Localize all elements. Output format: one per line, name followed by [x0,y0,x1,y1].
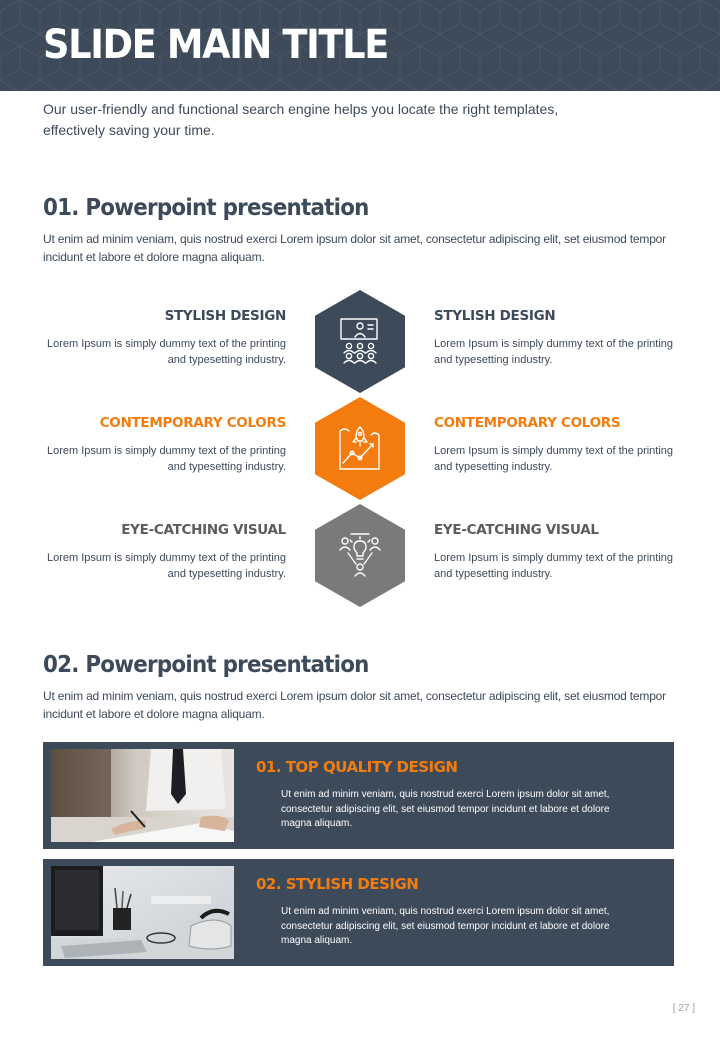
feature-2-left-title: CONTEMPORARY COLORS [99,415,286,431]
feature-2-left-text: Lorem Ipsum is simply dummy text of the printing and typesetting industry. [46,445,286,473]
intro-text: Our user-friendly and functional search engine helps you locate the right templates, effectively saving your time. [43,101,559,138]
feature-1-left-text: Lorem Ipsum is simply dummy text of the printing and typesetting industry. [46,338,286,366]
section-2-title: 02. Powerpoint presentation [43,652,369,678]
card-2-title: 02. STYLISH DESIGN [256,875,419,893]
feature-3-left-title: EYE-CATCHING VISUAL [121,522,286,538]
feature-3-left-text: Lorem Ipsum is simply dummy text of the printing and typesetting industry. [46,552,286,580]
section-1-text: Ut enim ad minim veniam, quis nostrud exerci Lorem ipsum dolor sit amet, consectetur adipiscing elit, set eiusmod tempor incidunt et labore et dolore magna aliquam. [43,232,666,264]
businessman-signing-document-photo [51,749,234,842]
feature-1-left-title: STYLISH DESIGN [164,308,286,324]
feature-2-right-text: Lorem Ipsum is simply dummy text of the printing and typesetting industry. [434,445,674,473]
feature-card-1 [43,742,674,849]
card-1-title: 01. TOP QUALITY DESIGN [256,758,458,776]
presentation-audience-icon [315,290,405,393]
feature-2-right-title: CONTEMPORARY COLORS [434,415,621,431]
card-1-text: Ut enim ad minim veniam, quis nostrud exerci Lorem ipsum dolor sit amet, consectetur adipiscing elit, set eiusmod tempor incidunt et labore et dolore magna aliquam. [281,789,610,829]
office-desk-phone-photo [51,866,234,959]
feature-card-2 [43,859,674,966]
page-title: SLIDE MAIN TITLE [43,22,388,68]
section-1-title: 01. Powerpoint presentation [43,195,369,221]
page-number: [ 27 ] [672,1003,695,1014]
rocket-growth-chart-icon [315,397,405,500]
idea-team-icon [315,504,405,607]
header-banner [0,0,720,91]
feature-1-right-title: STYLISH DESIGN [434,308,556,324]
feature-3-right-text: Lorem Ipsum is simply dummy text of the printing and typesetting industry. [434,552,674,580]
section-2-text: Ut enim ad minim veniam, quis nostrud exerci Lorem ipsum dolor sit amet, consectetur adipiscing elit, set eiusmod tempor incidunt et labore et dolore magna aliquam. [43,689,666,721]
feature-1-right-text: Lorem Ipsum is simply dummy text of the printing and typesetting industry. [434,338,674,366]
feature-3-right-title: EYE-CATCHING VISUAL [434,522,599,538]
card-2-text: Ut enim ad minim veniam, quis nostrud exerci Lorem ipsum dolor sit amet, consectetur adipiscing elit, set eiusmod tempor incidunt et labore et dolore magna aliquam. [281,906,610,946]
